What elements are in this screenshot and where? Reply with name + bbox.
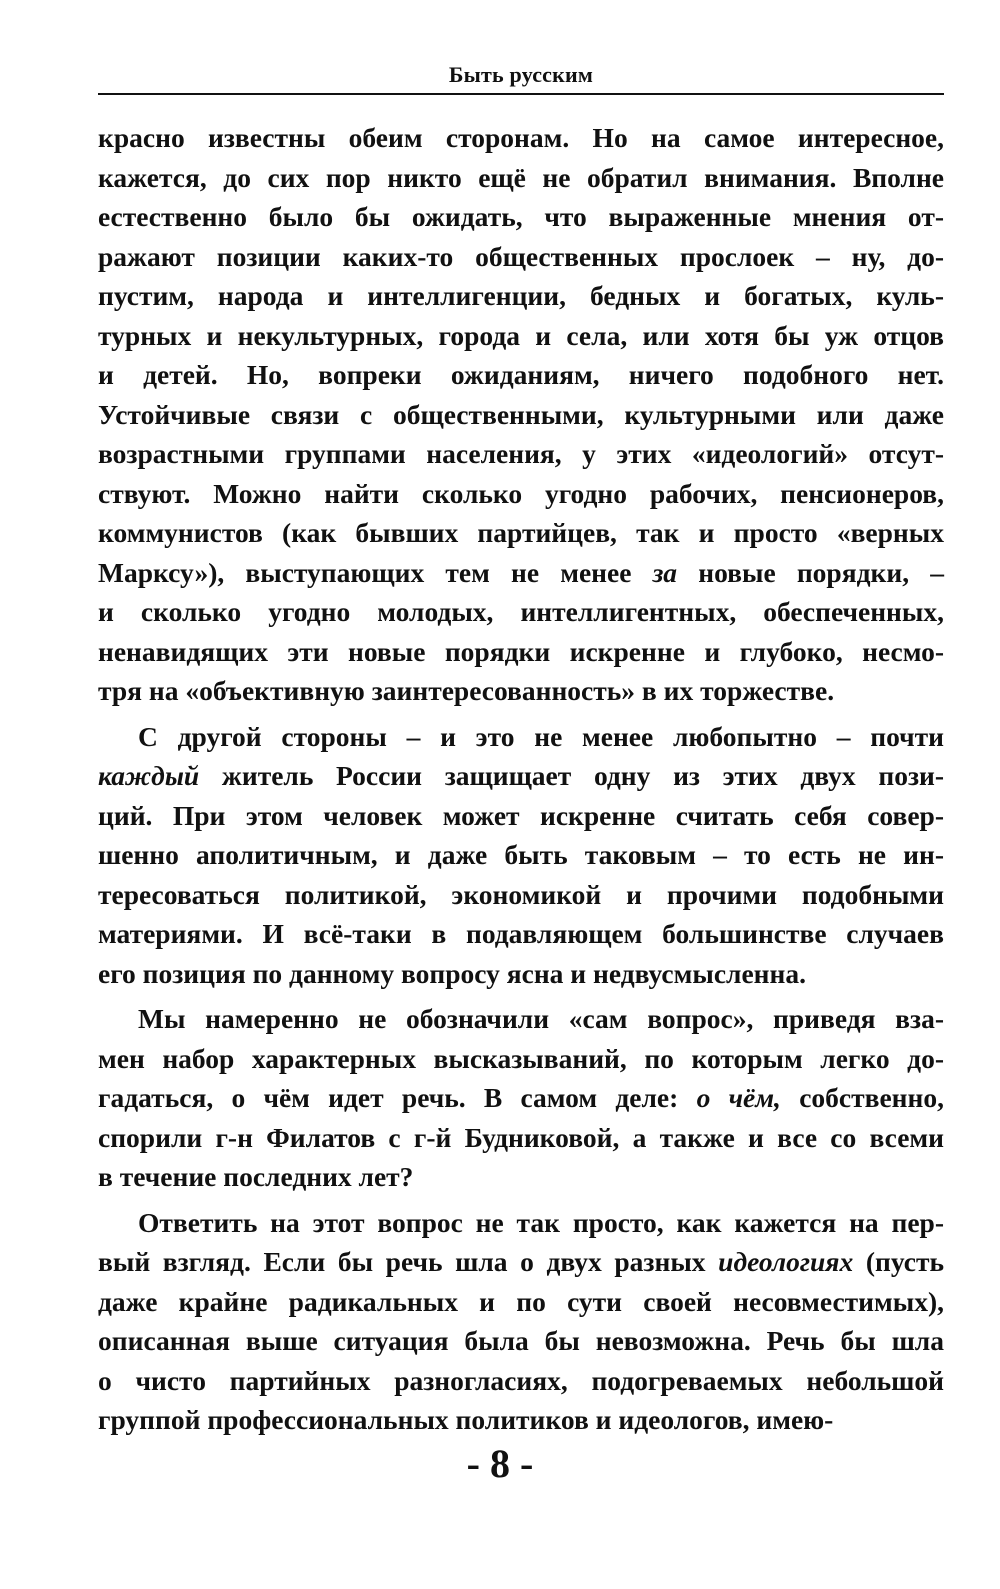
text-run: собственно, — [780, 1082, 944, 1113]
text-line — [98, 756, 944, 796]
text-line — [98, 118, 944, 158]
text-run: ражают позиции каких-то общественных прослоек – ну, до- — [98, 240, 944, 272]
text-run: тересоваться политикой, экономикой и прочими подобными — [98, 878, 944, 910]
text-line — [98, 1361, 944, 1401]
body-text — [98, 118, 944, 1440]
text-run: группой профессиональных политиков и идеологов, имею- — [98, 1404, 834, 1435]
text-line — [98, 1118, 944, 1158]
text-run: новые порядки, – — [677, 556, 944, 588]
text-line — [98, 1400, 944, 1440]
italic-text: идеологиях — [718, 1246, 854, 1277]
header-rule — [98, 93, 944, 95]
text-line — [98, 395, 944, 435]
text-run: его позиция по данному вопросу ясна и недвусмысленна. — [98, 957, 806, 989]
text-line — [98, 914, 944, 954]
text-line — [98, 999, 944, 1039]
text-run: описанная выше ситуация была бы невозможна. Речь бы шла — [98, 1325, 944, 1356]
text-line — [98, 158, 944, 198]
text-run: даже крайне радикальных и по сути своей несовместимых), — [98, 1285, 944, 1317]
text-run: в течение последних лет? — [98, 1161, 414, 1192]
text-run: Ответить на этот вопрос не так просто, как кажется на пер- — [138, 1206, 944, 1238]
text-line — [98, 553, 944, 593]
text-line — [98, 632, 944, 672]
text-run: вый взгляд. Если бы речь шла о двух разных — [98, 1246, 719, 1277]
text-run: мен набор характерных высказываний, по которым легко до- — [98, 1042, 944, 1074]
text-line — [98, 1282, 944, 1322]
text-run: коммунистов (как бывших партийцев, так и просто «верных — [98, 517, 944, 548]
paragraph — [98, 717, 944, 994]
text-line — [98, 875, 944, 915]
page-number: - 8 - — [466, 1441, 534, 1486]
text-run: ций. При этом человек может искренне считать себя совер- — [98, 799, 944, 831]
text-line — [98, 1078, 944, 1118]
text-line — [98, 434, 944, 474]
text-run: С другой стороны – и это не менее любопытно – почти — [138, 720, 944, 752]
paragraph — [98, 999, 944, 1197]
text-run: ненавидящих эти новые порядки искренне и глубоко, несмо- — [98, 635, 944, 667]
text-run: житель России защищает одну из этих двух пози- — [199, 760, 944, 791]
text-line — [98, 835, 944, 875]
text-run: спорили г-н Филатов с г-й Будниковой, а также и все со всеми — [98, 1121, 944, 1153]
text-run: Марксу»), выступающих тем не менее — [98, 556, 653, 588]
text-line — [98, 671, 944, 711]
text-run: и детей. Но, вопреки ожиданиям, ничего подобного нет. — [98, 359, 944, 390]
text-run: тря на «объективную заинтересованность» в их торжестве. — [98, 675, 835, 706]
text-line — [98, 1242, 944, 1282]
text-run: (пусть — [853, 1246, 944, 1277]
italic-text: о чём, — [696, 1082, 781, 1113]
text-run: Устойчивые связи с общественными, культурными или даже — [98, 398, 944, 430]
text-run: турных и некультурных, города и села, или хотя бы уж отцов — [98, 319, 944, 351]
italic-text: за — [652, 556, 678, 588]
text-run: пустим, народа и интеллигенции, бедных и богатых, куль- — [98, 280, 944, 311]
text-run: кажется, до сих пор никто ещё не обратил внимания. Вполне — [98, 161, 944, 193]
paragraph — [98, 118, 944, 711]
text-line — [98, 1039, 944, 1079]
text-line — [98, 796, 944, 836]
text-line — [98, 1157, 944, 1197]
text-line — [98, 316, 944, 356]
text-line — [98, 474, 944, 514]
text-line — [98, 717, 944, 757]
text-line — [98, 197, 944, 237]
text-run: о чисто партийных разногласиях, подогреваемых небольшой — [98, 1364, 944, 1396]
paragraph — [98, 1203, 944, 1440]
text-run: возрастными группами населения, у этих «идеологий» отсут- — [98, 438, 944, 469]
text-run: красно известны обеим сторонам. Но на самое интересное, — [98, 122, 944, 153]
text-line — [98, 1203, 944, 1243]
text-run: ствуют. Можно найти сколько угодно рабочих, пенсионеров, — [98, 477, 944, 509]
running-title: Быть русским — [448, 62, 594, 87]
text-run: шенно аполитичным, и даже быть таковым – то есть не ин- — [98, 839, 944, 870]
text-line — [98, 592, 944, 632]
text-line — [98, 1321, 944, 1361]
text-line — [98, 276, 944, 316]
text-line — [98, 513, 944, 553]
text-line — [98, 954, 944, 994]
text-line — [98, 237, 944, 277]
italic-text: каждый — [98, 760, 200, 791]
text-run: материями. И всё-таки в подавляющем большинстве случаев — [98, 918, 944, 949]
text-run: гадаться, о чём идет речь. В самом деле: — [98, 1082, 697, 1113]
text-run: Мы намеренно не обозначили «сам вопрос», приведя вза- — [138, 1003, 944, 1034]
text-run: естественно было бы ожидать, что выраженные мнения от- — [98, 201, 944, 232]
text-run: и сколько угодно молодых, интеллигентных, обеспеченных, — [98, 596, 944, 627]
text-line — [98, 355, 944, 395]
